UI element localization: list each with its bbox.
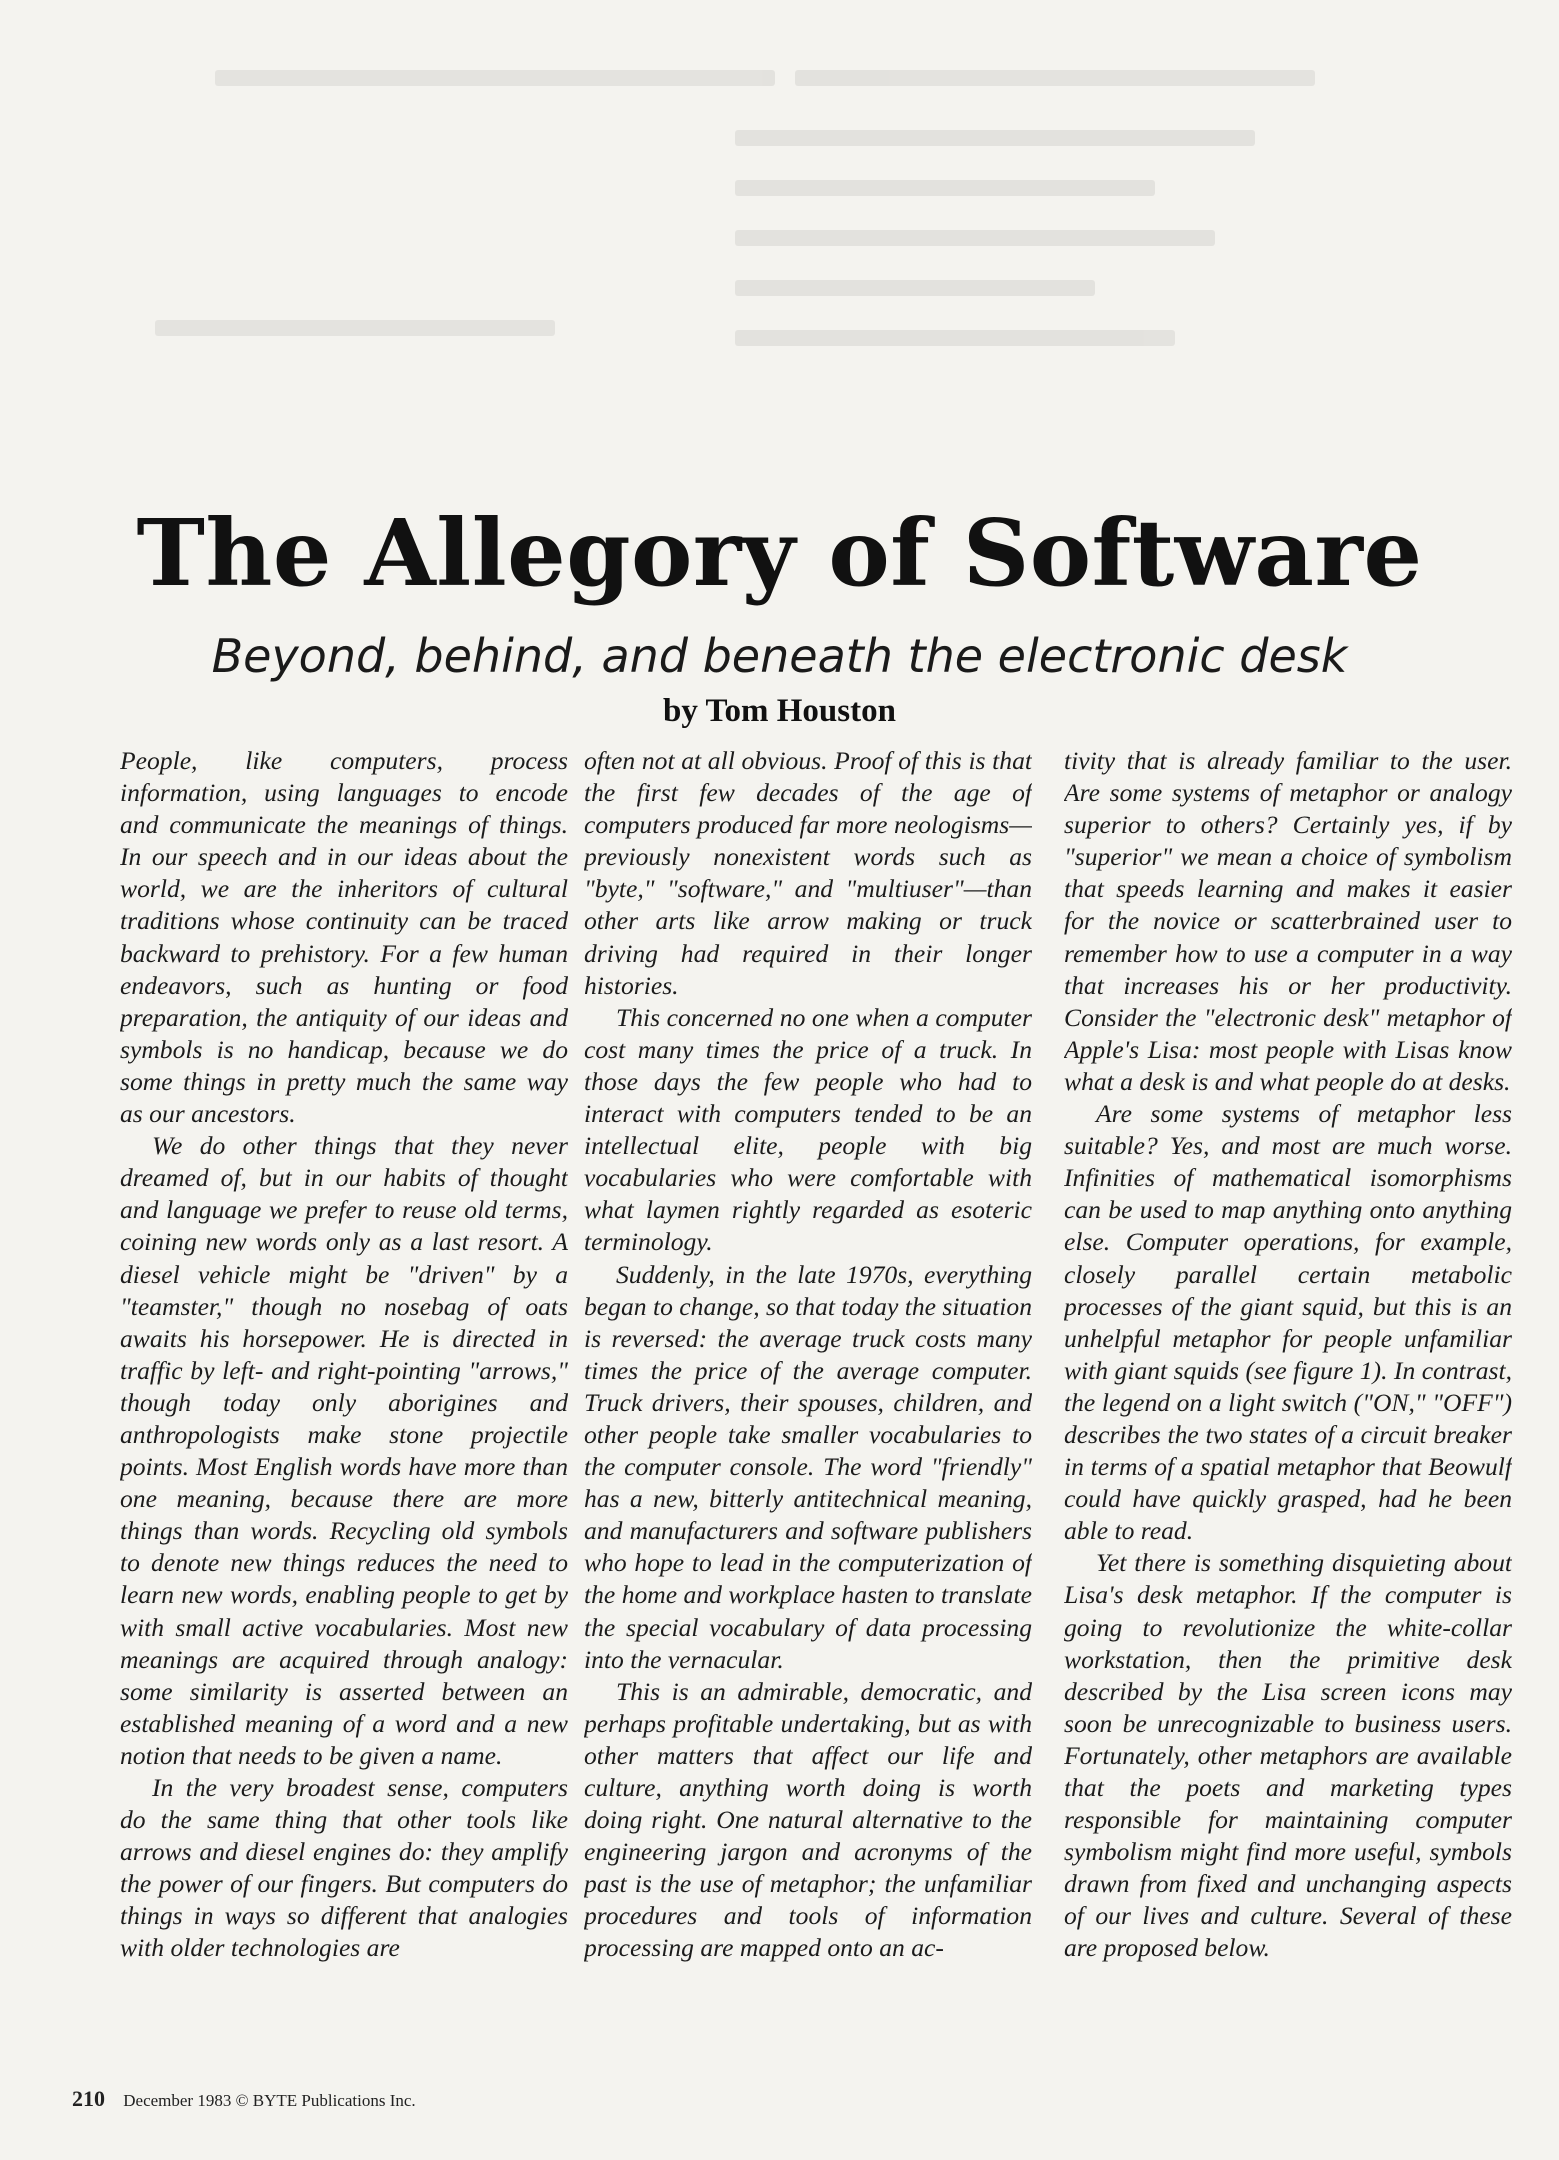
paragraph: We do other things that they never dreamed of, but in our habits of thought and language we prefer to reuse old terms, coining new words only as a last resort. A diesel vehicle might be "driven" by a "teamster," though no nosebag of oats awaits his horsepower. He is directed in traffic by left- and right-pointing "arrows," though today only aborigines and anthropologists make stone projectile points. Most English words have more than one meaning, because there are more things than words. Recycling old symbols to denote new things reduces the need to learn new words, enabling people to get by with small active vocabularies. Most new meanings are acquired through analogy: some similarity is asserted between an established meaning of a word and a new notion that needs to be given a name. xyxy=(120,1131,568,1770)
text-column-2 xyxy=(584,745,1032,2065)
author-byline: by Tom Houston xyxy=(663,693,896,729)
paragraph: Are some systems of metaphor less suitable? Yes, and most are much worse. Infinities of mathematical isomorphisms can be used to map anything onto anything else. Computer operations, for example, closely parallel certain metabolic processes of the giant squid, but this is an unhelpful metaphor for people unfamiliar with giant squids (see figure 1). In contrast, the legend on a light switch ("ON," "OFF") describes the two states of a circuit breaker in terms of a spatial metaphor that Beowulf could have quickly grasped, had he been able to read. xyxy=(1064,1099,1512,1546)
text-column-3 xyxy=(1064,745,1512,2065)
text-column-1 xyxy=(120,745,568,2065)
paragraph: This concerned no one when a computer cost many times the price of a truck. In those days the few people who had to interact with computers tended to be an intellectual elite, people with big vocabularies who were comfortable with what laymen rightly regarded as esoteric terminology. xyxy=(584,1002,1032,1257)
paragraph: tivity that is already familiar to the user. Are some systems of metaphor or analogy superior to others? Certainly yes, if by "superior" we mean a choice of symbolism that speeds learning and makes it easier for the novice or scatterbrained user to remember how to use a computer in a way that increases his or her productivity. Consider the "electronic desk" metaphor of Apple's Lisa: most people with Lisas know what a desk is and what people do at desks. xyxy=(1064,746,1512,1096)
article-title: The Allegory of Software xyxy=(136,499,1423,607)
page-number: 210 xyxy=(72,2086,105,2111)
paragraph: often not at all obvious. Proof of this is that the first few decades of the age of computers produced far more neologisms—previously nonexistent words such as "byte," "software," and "multiuser"—than other arts like arrow making or truck driving had required in their longer histories. xyxy=(584,746,1032,1000)
article-subtitle: Beyond, behind, and beneath the electronic desk xyxy=(211,629,1348,683)
paragraph: This is an admirable, democratic, and perhaps profitable undertaking, but as with other matters that affect our life and culture, anything worth doing is worth doing right. One natural alternative to the engineering jargon and acronyms of the past is the use of metaphor; the unfamiliar procedures and tools of information processing are mapped onto an ac- xyxy=(584,1676,1032,1963)
paragraph: In the very broadest sense, computers do the same thing that other tools like arrows and diesel engines do: they amplify the power of our fingers. But computers do things in ways so different that analogies with older technologies are xyxy=(120,1773,568,1963)
paragraph: Yet there is something disquieting about Lisa's desk metaphor. If the computer is going to revolutionize the white-collar workstation, then the primitive desk described by the Lisa screen icons may soon be unrecognizable to business users. Fortunately, other metaphors are available that the poets and marketing types responsible for maintaining computer symbolism might find more useful, symbols drawn from fixed and unchanging aspects of our lives and culture. Several of these are proposed below. xyxy=(1064,1548,1512,1963)
show-through-artwork xyxy=(95,70,1475,410)
page-footer xyxy=(72,2086,416,2112)
publication-line: December 1983 © BYTE Publications Inc. xyxy=(123,2091,416,2110)
paragraph: Suddenly, in the late 1970s, everything began to change, so that today the situation is reversed: the average truck costs many times the price of the average computer. Truck drivers, their spouses, children, and other people take smaller vocabularies to the computer console. The word "friendly" has a new, bitterly antitechnical meaning, and manufacturers and software publishers who hope to lead in the computerization of the home and workplace hasten to translate the special vocabulary of data processing into the vernacular. xyxy=(584,1259,1032,1674)
paragraph: People, like computers, process information, using languages to encode and communicate the meanings of things. In our speech and in our ideas about the world, we are the inheritors of cultural traditions whose continuity can be traced backward to prehistory. For a few human endeavors, such as hunting or food preparation, the antiquity of our ideas and symbols is no handicap, because we do some things in pretty much the same way as our ancestors. xyxy=(120,746,568,1129)
